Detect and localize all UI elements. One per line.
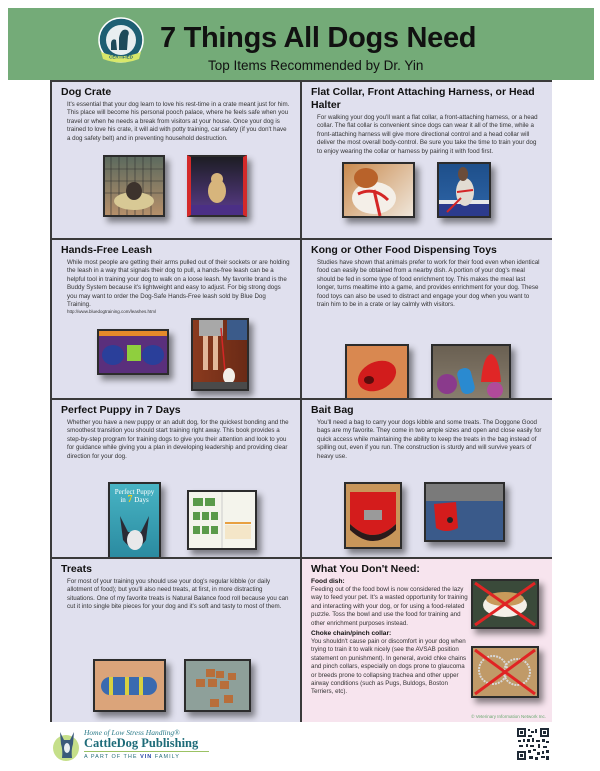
section-bait-bag bbox=[302, 400, 552, 557]
section-body: You'll need a bag to carry your dogs kibble and some treats. The Doggone Good bags are my favorite. They come in two ample sizes and open and close easily for quick access while maintaining the ability to keep the treats in the bag instead of spilling out, even if you run. The construction is sturdy and will survive years of heavy use. bbox=[317, 419, 542, 460]
footer-divider bbox=[84, 751, 209, 752]
photo-red-kong bbox=[345, 344, 409, 398]
section-title: What You Don't Need: bbox=[311, 563, 420, 575]
choke-chain-heading: Choke chain/pinch collar: bbox=[311, 630, 392, 638]
section-body: It's essential that your dog learn to love his rest-time in a crate meant just for him. This place will become his personal pooch palace, where he feels safe when you travel or when he needs a break from visitors at your house. Once your dog is trained to love his crate, it will aid with potty training, car safety (if you don't have a dog safety belt) and in preventing household destruction. bbox=[67, 101, 290, 142]
footer-tagline: Home of Low Stress Handling® bbox=[84, 728, 180, 737]
photo-food-bowl-crossed bbox=[471, 579, 539, 629]
part-of-prefix: A PART OF THE bbox=[84, 754, 138, 760]
section-dog-crate bbox=[52, 82, 300, 238]
section-body: While most people are getting their arms pulled out of their sockets or are holding the leash in a way that signals their dog to pull, a hands-free leash can be a helpful tool in training your dog to walk on a loose leash. My favorite brand is the Buddy System because it's lightweight and easy to adjust. For big strong dogs you may want to order the Dog-Safe Hands-Free leash sold by Blue Dog Training. bbox=[67, 259, 290, 309]
book-title-line3: Days bbox=[134, 496, 149, 504]
qr-code-icon[interactable] bbox=[517, 728, 549, 760]
section-title: Bait Bag bbox=[311, 404, 354, 416]
section-title: Flat Collar, Front Attaching Harness, or Head Halter bbox=[311, 86, 535, 111]
photo-head-halter-dog bbox=[342, 162, 415, 218]
footer-brand: CattleDog Publishing bbox=[84, 736, 199, 750]
photo-treat-pieces bbox=[184, 659, 251, 712]
page-title: 7 Things All Dogs Need bbox=[160, 22, 477, 54]
photo-choke-chain-crossed bbox=[471, 646, 539, 698]
page-subtitle: Top Items Recommended by Dr. Yin bbox=[208, 58, 424, 73]
photo-red-bait-bag bbox=[344, 482, 402, 549]
vin-brand: VIN bbox=[140, 754, 153, 760]
section-body: Whether you have a new puppy or an adult dog, for the quickest bonding and the smoothest transition you should start training right away. This book provides a step-by-step program for training dogs to give you their attention and look to you for guidance while giving you a plan in developing leadership and providing clear direction for your dog. bbox=[67, 419, 289, 460]
photo-leash-package bbox=[97, 329, 169, 375]
section-title: Hands-Free Leash bbox=[61, 244, 153, 256]
photo-person-with-leash bbox=[191, 318, 249, 391]
book-title-line2: in bbox=[120, 496, 126, 504]
cattle-dog-icon bbox=[52, 728, 82, 762]
section-hands-free-leash bbox=[52, 240, 300, 398]
section-body: For most of your training you should use your dog's regular kibble (or daily allotment of food); but you'll also need treats, at first, in more distracting situations. One of my favorite treats is Natural Balance food roll because you can cut it into single bite pieces for your dog and it's soft and tasty to most of them. bbox=[67, 578, 289, 611]
section-title: Treats bbox=[61, 563, 92, 575]
svg-text:CERTIFIED: CERTIFIED bbox=[109, 54, 133, 60]
items-grid bbox=[50, 80, 552, 722]
section-flat-collar bbox=[302, 82, 552, 238]
food-dish-body: Feeding out of the food bowl is now considered the lazy way to feed your pet. It's a wasted opportunity for training and interacting with your dog, or for using a food-related puzzle. Toss the bowl and use the food for training and other enrichment purposes instead. bbox=[311, 586, 468, 627]
certified-badge-icon bbox=[97, 14, 145, 74]
leash-url-link[interactable]: http://www.bluedogtraining.com/leashes.html bbox=[67, 309, 157, 315]
photo-travel-crate bbox=[187, 155, 247, 217]
section-title: Perfect Puppy in 7 Days bbox=[61, 404, 181, 416]
section-title: Dog Crate bbox=[61, 86, 112, 98]
photo-bait-bag-worn bbox=[424, 482, 505, 542]
photo-book-cover bbox=[108, 482, 161, 557]
section-perfect-puppy bbox=[52, 400, 300, 557]
section-body: For walking your dog you'll want a flat collar, a front-attaching harness, or a head collar. The flat collar is convenient since dogs can wear it all of the time, while a front-attaching harness will give more directional control and a head collar will deliver the most overall body-control. Be sure you take the time to train your dog to enjoy wearing the collar or harness by pairing it with food first. bbox=[317, 114, 538, 155]
photo-book-interior bbox=[187, 490, 257, 550]
food-dish-heading: Food dish: bbox=[311, 578, 345, 585]
photo-food-roll bbox=[93, 659, 166, 712]
cross-out-icon bbox=[473, 581, 537, 627]
choke-chain-body: You shouldn't cause pain or discomfort in your dog when trying to train it to walk nicely (see the AVSAB position statement on punishment). In general, avoid chke chains and pinch collars, especially on dogs prone to glaucoma or breeds prone to collapsing trachea and other upper airway conditions (such as Pugs, Buldogs, Boston Terriers, etc). bbox=[311, 638, 467, 696]
book-title-number: 7 bbox=[127, 494, 133, 505]
copyright-notice: © Veterinary Information Network Inc. bbox=[471, 714, 546, 719]
section-treats bbox=[52, 559, 300, 722]
photo-assorted-toys bbox=[431, 344, 511, 398]
photo-harness-dog bbox=[437, 162, 491, 218]
footer-part-of bbox=[84, 754, 180, 760]
cross-out-icon bbox=[473, 648, 537, 696]
book-title-line1: Perfect Puppy bbox=[114, 488, 155, 496]
publisher-logo[interactable] bbox=[52, 726, 212, 766]
section-title: Kong or Other Food Dispensing Toys bbox=[311, 244, 497, 256]
part-of-suffix: FAMILY bbox=[154, 754, 180, 760]
photo-wire-crate bbox=[103, 155, 165, 217]
section-what-you-dont-need bbox=[302, 559, 552, 722]
section-body: Studies have shown that animals prefer to work for their food even when identical food can easily be obtained from a nearby dish. A portion of your dog's meal should be fed in some type of food enrichment toy. This makes the meal last longer, turns mealtime into a game, and provides enrichment for your dog. These food toys can also be used to distract and engage your dog when you want to train him to be in a crate or lay calmly with visitors. bbox=[317, 259, 540, 309]
section-kong-toys bbox=[302, 240, 552, 398]
